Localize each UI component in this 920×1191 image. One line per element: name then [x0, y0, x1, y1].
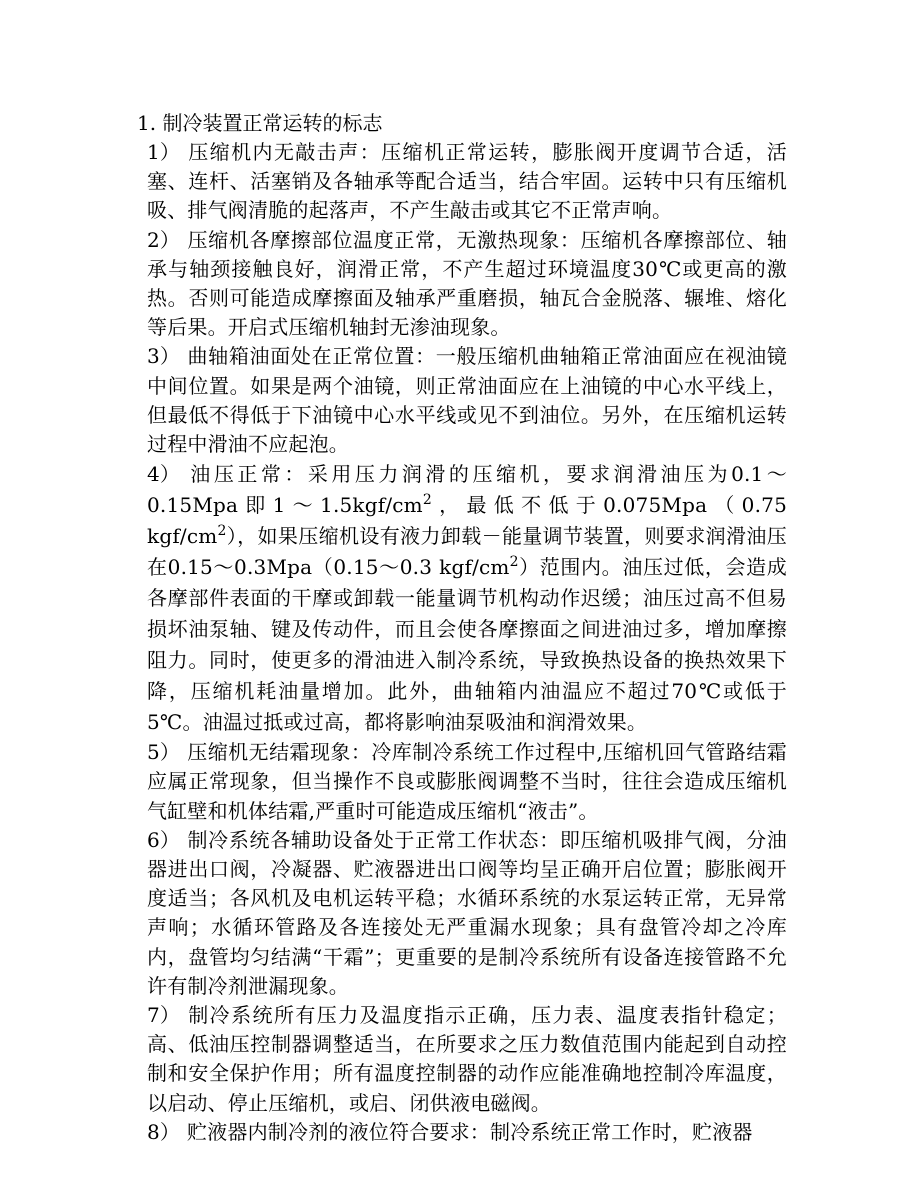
- paragraph-1: [147, 138, 787, 226]
- paragraph-text-part-a: 油压正常：采用压力润滑的压缩机，要求润滑油压为0.1～0.15Mpa即1～1.5kgf/cm: [147, 462, 787, 518]
- paragraph-text-part-c: ），如果压缩机设有液力卸载－能量调节装置，则要求润滑油压在0.15～0.3Mpa（0.15～0.3 kgf/cm: [147, 524, 787, 580]
- paragraph-text: 压缩机无结霜现象：冷库制冷系统工作过程中,压缩机回气管路结霜应属正常现象，但当操作不良或膨胀阀调整不当时，往往会造成压缩机气缸壁和机体结霜,严重时可能造成压缩机“液击”。: [147, 740, 787, 823]
- paragraph-number: 2）: [147, 227, 181, 252]
- paragraph-4: [147, 459, 787, 738]
- paragraph-number: 8）: [147, 1119, 181, 1144]
- paragraph-text: 制冷系统各辅助设备处于正常工作状态：即压缩机吸排气阀，分油器进出口阀，冷凝器、贮液器进出口阀等均呈正确开启位置；膨胀阀开度适当；各风机及电机运转平稳；水循环系统的水泵运转正常，无异常声响；水循环管路及各连接处无严重漏水现象；具有盘管冷却之冷库内，盘管均匀结满“干霜”；更重要的是制冷系统所有设备连接管路不允许有制冷剂泄漏现象。: [147, 827, 787, 998]
- paragraph-7: [147, 1001, 787, 1118]
- paragraph-number: 4）: [147, 462, 181, 487]
- paragraph-text-part-b: ，最低不低于0.075Mpa（0.75 kgf/cm: [147, 493, 788, 549]
- superscript-2: 2: [509, 554, 519, 571]
- superscript-2: 2: [422, 492, 432, 509]
- paragraph-4-block: [147, 459, 787, 738]
- paragraph-number: 6）: [147, 827, 181, 852]
- paragraph-number: 7）: [147, 1003, 181, 1028]
- paragraph-number: 5）: [147, 740, 181, 765]
- paragraph-text: 压缩机各摩擦部位温度正常，无激热现象：压缩机各摩擦部位、轴承与轴颈接触良好，润滑正常，不产生超过环境温度30℃或更高的激热。否则可能造成摩擦面及轴承严重磨损，轴瓦合金脱落、辗堆、熔化等后果。开启式压缩机轴封无渗油现象。: [147, 227, 787, 340]
- paragraph-text: 贮液器内制冷剂的液位符合要求：制冷系统正常工作时，贮液器: [187, 1119, 753, 1144]
- section-heading: 1. 制冷装置正常运转的标志: [137, 111, 383, 135]
- paragraph-text: 曲轴箱油面处在正常位置：一般压缩机曲轴箱正常油面应在视油镜中间位置。如果是两个油镜，则正常油面应在上油镜的中心水平线上，但最低不得低于下油镜中心水平线或见不到油位。另外，在压缩机运转过程中滑油不应起泡。: [147, 344, 787, 457]
- paragraph-8: [147, 1118, 787, 1147]
- paragraph-text-part-d: ）范围内。油压过低，会造成各摩部件表面的干摩或卸载一能量调节机构动作迟缓；油压过高不但易损坏油泵轴、键及传动件，而且会使各摩擦面之间进油过多，增加摩擦阻力。同时，使更多的滑油进入制冷系统，导致换热设备的换热效果下降，压缩机耗油量增加。此外，曲轴箱内油温应不超过70℃或低于5℃。油温过抵或过高，都将影响油泵吸油和润滑效果。: [147, 555, 787, 735]
- document-body: [137, 108, 788, 1147]
- paragraph-text: 制冷系统所有压力及温度指示正确，压力表、温度表指针稳定；高、低油压控制器调整适当，在所要求之压力数值范围内能起到自动控制和安全保护作用；所有温度控制器的动作应能准确地控制冷库温度，以启动、停止压缩机，或启、闭供液电磁阀。: [147, 1003, 787, 1115]
- paragraph-number: 3）: [147, 344, 181, 369]
- paragraph-text: 压缩机内无敲击声：压缩机正常运转，膨胀阀开度调节合适，活塞、连杆、活塞销及各轴承等配合适当，结合牢固。运转中只有压缩机吸、排气阀清脆的起落声，不产生敲击或其它不正常声响。: [147, 140, 787, 223]
- paragraph-2: [147, 226, 787, 343]
- paragraph-3: [147, 342, 787, 459]
- superscript-2: 2: [217, 523, 227, 540]
- paragraph-number: 1）: [147, 140, 181, 164]
- paragraph-6: [147, 826, 787, 1001]
- paragraph-5: [147, 738, 787, 826]
